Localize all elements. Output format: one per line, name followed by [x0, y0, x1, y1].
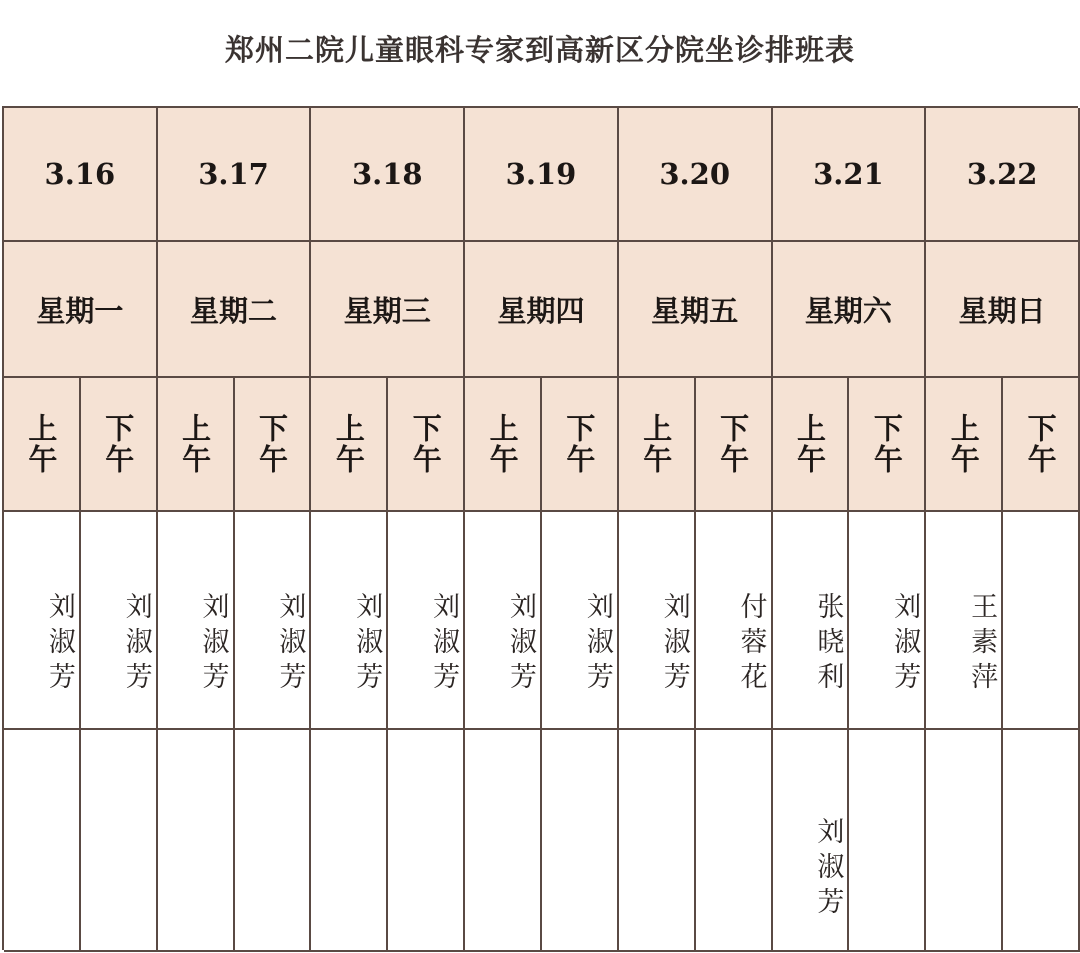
date-header [619, 108, 773, 242]
doctor-slot [81, 512, 158, 730]
date-label: 3.21 [813, 157, 884, 191]
afternoon-header [81, 378, 158, 512]
morning-header [4, 378, 81, 512]
morning-header [773, 378, 850, 512]
weekday-label: 星期二 [190, 293, 278, 328]
doctor-slot [465, 512, 542, 730]
doctor-slot [388, 512, 465, 730]
date-label: 3.20 [659, 157, 731, 191]
doctor-slot [773, 730, 850, 952]
date-header [773, 108, 927, 242]
date-header [4, 108, 158, 242]
weekday-header [926, 242, 1080, 378]
doctor-name: 刘淑芳 [889, 591, 921, 697]
date-label: 3.22 [966, 157, 1038, 191]
doctor-slot [158, 512, 235, 730]
schedule-table [2, 106, 1078, 950]
weekday-header [4, 242, 158, 378]
doctor-slot [311, 512, 388, 730]
afternoon-label: 下午 [562, 413, 597, 475]
doctor-slot [4, 512, 81, 730]
morning-label: 上午 [639, 413, 674, 475]
doctor-name: 刘淑芳 [658, 591, 690, 697]
morning-label: 上午 [792, 413, 827, 475]
page-title: 郑州二院儿童眼科专家到高新区分院坐诊排班表 [224, 33, 855, 67]
morning-header [619, 378, 696, 512]
doctor-slot [926, 512, 1003, 730]
date-header [311, 108, 465, 242]
date-label: 3.18 [351, 157, 423, 191]
doctor-name: 刘淑芳 [504, 591, 536, 697]
afternoon-header [542, 378, 619, 512]
doctor-slot [1003, 512, 1080, 730]
afternoon-header [696, 378, 773, 512]
doctor-name: 刘淑芳 [581, 591, 613, 697]
weekday-header [311, 242, 465, 378]
afternoon-header [1003, 378, 1080, 512]
afternoon-label: 下午 [254, 413, 289, 475]
weekday-label: 星期日 [958, 293, 1046, 328]
morning-label: 上午 [485, 413, 520, 475]
afternoon-header [235, 378, 312, 512]
afternoon-header [388, 378, 465, 512]
doctor-slot [81, 730, 158, 952]
date-header [926, 108, 1080, 242]
doctor-slot [388, 730, 465, 952]
date-header [158, 108, 312, 242]
weekday-header [465, 242, 619, 378]
date-header [465, 108, 619, 242]
morning-header [926, 378, 1003, 512]
doctor-slot [849, 730, 926, 952]
weekday-label: 星期三 [343, 293, 431, 328]
morning-label: 上午 [331, 413, 366, 475]
doctor-name: 刘淑芳 [197, 591, 229, 697]
doctor-name: 刘淑芳 [43, 591, 75, 697]
morning-label: 上午 [946, 413, 981, 475]
morning-header [465, 378, 542, 512]
doctor-slot [542, 512, 619, 730]
afternoon-header [849, 378, 926, 512]
doctor-name: 张晓利 [812, 591, 844, 697]
doctor-name: 刘淑芳 [120, 591, 152, 697]
afternoon-label: 下午 [716, 413, 751, 475]
doctor-name: 刘淑芳 [812, 816, 844, 922]
doctor-name: 刘淑芳 [351, 591, 383, 697]
date-label: 3.19 [505, 157, 577, 191]
afternoon-label: 下午 [869, 413, 904, 475]
morning-label: 上午 [178, 413, 213, 475]
weekday-header [619, 242, 773, 378]
doctor-name: 王素萍 [966, 591, 998, 697]
weekday-label: 星期五 [651, 293, 739, 328]
morning-label: 上午 [24, 413, 59, 475]
afternoon-label: 下午 [101, 413, 136, 475]
doctor-slot [235, 730, 312, 952]
doctor-name: 付蓉花 [735, 591, 767, 697]
afternoon-label: 下午 [1023, 413, 1058, 475]
doctor-slot [773, 512, 850, 730]
weekday-header [773, 242, 927, 378]
afternoon-label: 下午 [408, 413, 443, 475]
doctor-name: 刘淑芳 [428, 591, 460, 697]
morning-header [158, 378, 235, 512]
doctor-slot [619, 730, 696, 952]
doctor-slot [696, 730, 773, 952]
doctor-slot [465, 730, 542, 952]
doctor-slot [1003, 730, 1080, 952]
morning-header [311, 378, 388, 512]
doctor-slot [696, 512, 773, 730]
doctor-slot [926, 730, 1003, 952]
date-label: 3.17 [198, 157, 269, 191]
doctor-slot [235, 512, 312, 730]
doctor-slot [4, 730, 81, 952]
weekday-header [158, 242, 312, 378]
doctor-slot [849, 512, 926, 730]
weekday-label: 星期一 [36, 293, 124, 328]
weekday-label: 星期六 [804, 293, 892, 328]
weekday-label: 星期四 [497, 293, 585, 328]
doctor-slot [311, 730, 388, 952]
doctor-name: 刘淑芳 [274, 591, 306, 697]
date-label: 3.16 [44, 157, 116, 191]
doctor-slot [619, 512, 696, 730]
doctor-slot [158, 730, 235, 952]
doctor-slot [542, 730, 619, 952]
